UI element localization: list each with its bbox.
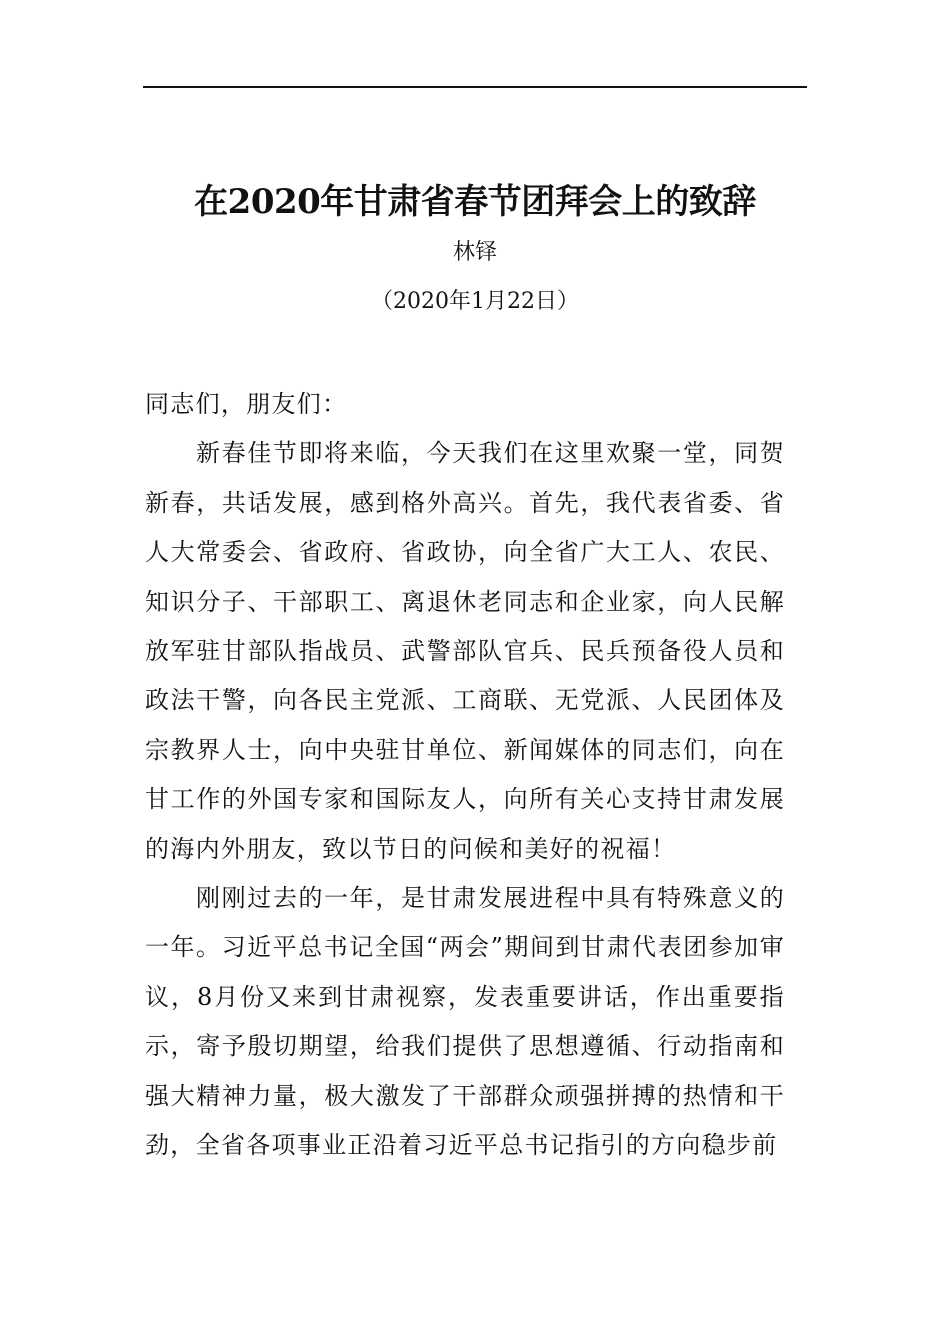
document-body xyxy=(145,380,785,1171)
paragraph: 新春佳节即将来临，今天我们在这里欢聚一堂，同贺新春，共话发展，感到格外高兴。首先，我代表省委、省人大常委会、省政府、省政协，向全省广大工人、农民、知识分子、干部职工、离退休老同志和企业家，向人民解放军驻甘部队指战员、武警部队官兵、民兵预备役人员和政法干警，向各民主党派、工商联、无党派、人民团体及宗教界人士，向中央驻甘单位、新闻媒体的同志们，向在甘工作的外国专家和国际友人，向所有关心支持甘肃发展的海内外朋友，致以节日的问候和美好的祝福！ xyxy=(145,439,785,863)
document-author: 林铎 xyxy=(452,240,497,265)
paragraph: 刚刚过去的一年，是甘肃发展进程中具有特殊意义的一年。习近平总书记全国“两会”期间到甘肃代表团参加审议，8月份又来到甘肃视察，发表重要讲话，作出重要指示，寄予殷切期望，给我们提供了思想遵循、行动指南和强大精神力量，极大激发了干部群众顽强拼搏的热情和干劲，全省各项事业正沿着习近平总书记指引的方向稳步前 xyxy=(145,884,785,1160)
header-rule xyxy=(143,86,807,88)
greeting: 同志们，朋友们： xyxy=(145,390,348,418)
document-title: 在2020年甘肃省春节团拜会上的致辞 xyxy=(194,182,756,222)
document-date: （2020年1月22日） xyxy=(371,289,579,314)
